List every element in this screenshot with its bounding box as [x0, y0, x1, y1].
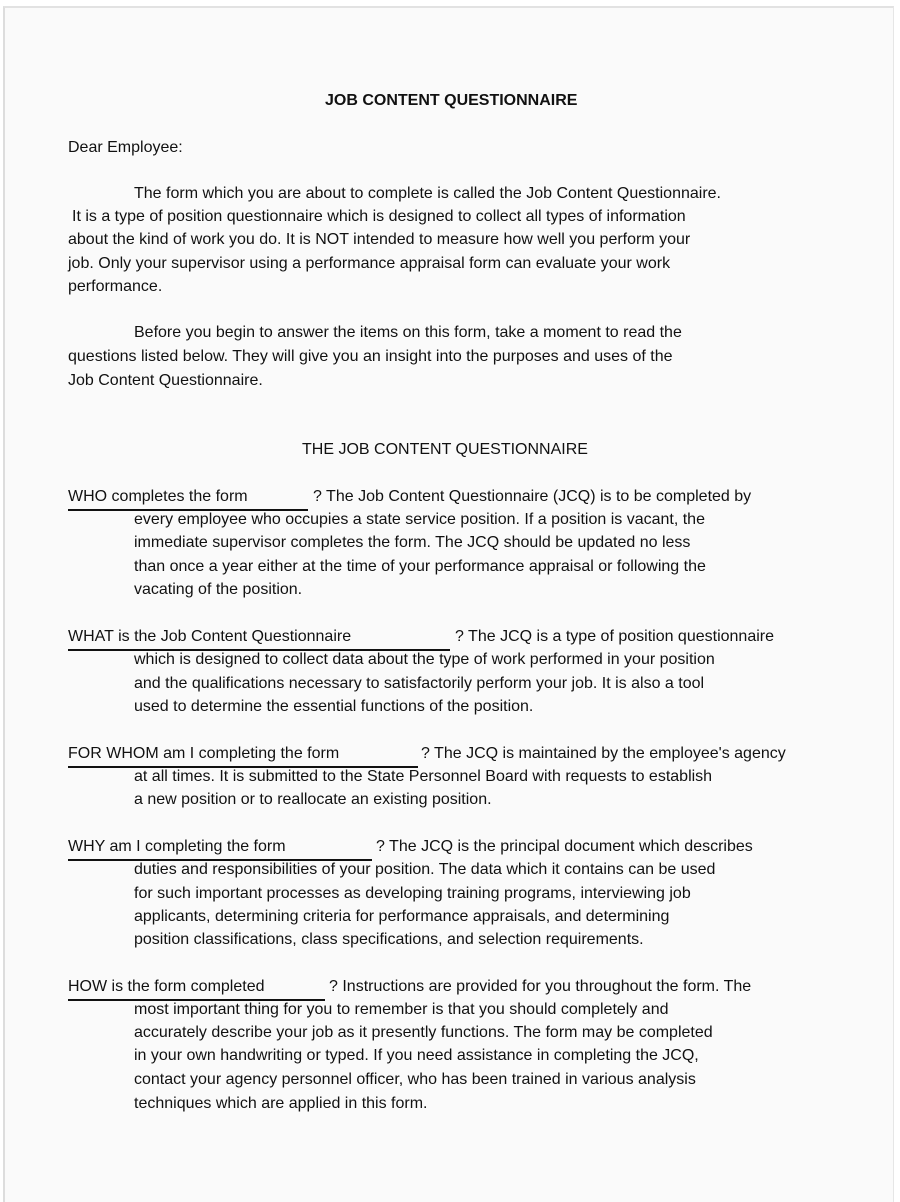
answer-line: duties and responsibilities of your position. The data which it contains can be used — [134, 861, 716, 878]
answer-line: in your own handwriting or typed. If you need assistance in completing the JCQ, — [134, 1047, 699, 1064]
question-label: WHAT is the Job Content Questionnaire — [68, 628, 352, 645]
question-label: WHO completes the form — [68, 488, 248, 505]
answer-line: vacating of the position. — [134, 581, 303, 598]
paragraph-line: about the kind of work you do. It is NOT intended to measure how well you perform your — [68, 231, 691, 248]
paragraph-line: Before you begin to answer the items on this form, take a moment to read the — [134, 324, 682, 341]
answer-line: ? The JCQ is a type of position questionnaire — [455, 628, 774, 645]
answer-line: than once a year either at the time of your performance appraisal or following the — [134, 558, 706, 575]
answer-line: ? Instructions are provided for you throughout the form. The — [329, 978, 752, 995]
paragraph-line: It is a type of position questionnaire which is designed to collect all types of information — [72, 208, 686, 225]
paragraph-line: The form which you are about to complete is called the Job Content Questionnaire. — [134, 185, 721, 202]
answer-line: ? The Job Content Questionnaire (JCQ) is to be completed by — [313, 488, 752, 505]
section-heading: THE JOB CONTENT QUESTIONNAIRE — [302, 441, 588, 458]
answer-line: applicants, determining criteria for performance appraisals, and determining — [134, 908, 670, 925]
answer-line: most important thing for you to remember is that you should completely and — [134, 1001, 669, 1018]
answer-line: contact your agency personnel officer, who has been trained in various analysis — [134, 1071, 696, 1088]
answer-line: ? The JCQ is the principal document which describes — [376, 838, 753, 855]
answer-line: and the qualifications necessary to satisfactorily perform your job. It is also a tool — [134, 675, 705, 692]
answer-line: which is designed to collect data about the type of work performed in your position — [134, 651, 715, 668]
answer-line: at all times. It is submitted to the State Personnel Board with requests to establish — [134, 768, 713, 785]
question-label: HOW is the form completed — [68, 978, 265, 995]
answer-line: used to determine the essential functions of the position. — [134, 698, 534, 715]
answer-line: a new position or to reallocate an existing position. — [134, 791, 492, 808]
answer-line: position classifications, class specifications, and selection requirements. — [134, 931, 644, 948]
answer-line: immediate supervisor completes the form. The JCQ should be updated no less — [134, 534, 691, 551]
answer-line: ? The JCQ is maintained by the employee's agency — [421, 745, 786, 762]
answer-line: every employee who occupies a state service position. If a position is vacant, the — [134, 511, 705, 528]
answer-line: accurately describe your job as it presently functions. The form may be completed — [134, 1024, 713, 1041]
answer-line: techniques which are applied in this form. — [134, 1095, 428, 1112]
paragraph-line: performance. — [68, 278, 163, 295]
answer-line: for such important processes as developing training programs, interviewing job — [134, 885, 691, 902]
paragraph-line: questions listed below. They will give you an insight into the purposes and uses of the — [68, 348, 673, 365]
document-title: JOB CONTENT QUESTIONNAIRE — [325, 92, 578, 109]
paragraph-line: Job Content Questionnaire. — [68, 372, 263, 389]
question-label: WHY am I completing the form — [68, 838, 286, 855]
question-label: FOR WHOM am I completing the form — [68, 745, 340, 762]
paragraph-line: job. Only your supervisor using a performance appraisal form can evaluate your work — [68, 255, 671, 272]
salutation: Dear Employee: — [68, 139, 183, 156]
